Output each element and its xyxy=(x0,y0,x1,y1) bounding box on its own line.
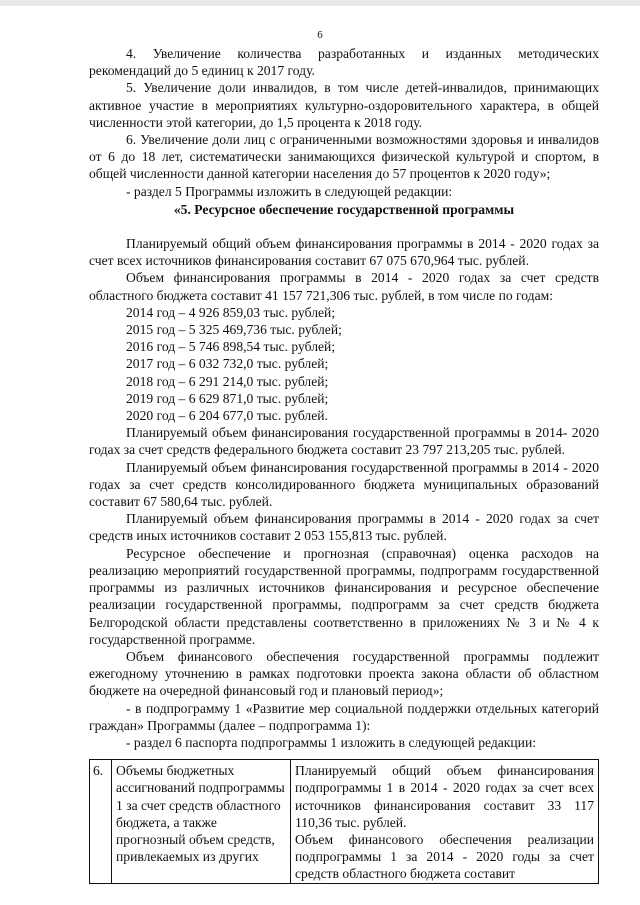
paragraph-subprogram-1: - в подпрограмму 1 «Развитие мер социальной поддержки отдельных категорий граждан» Программы (далее – подпрограмма 1): xyxy=(89,700,599,733)
row-number-cell: 6. xyxy=(90,760,112,883)
passport-table xyxy=(89,759,599,883)
paragraph-annual-update: Объем финансового обеспечения государственной программы подлежит ежегодному уточнению в рамках подготовки проекта закона области об областном бюджете на очередной финансовый год и плановый период»; xyxy=(89,648,599,699)
year-item: 2020 год – 6 204 677,0 тыс. рублей. xyxy=(126,408,328,424)
paragraph-resource-support: Ресурсное обеспечение и прогнозная (справочная) оценка расходов на реализацию мероприятий государственной программы, подпрограмм государственной программы из различных источников финансирования и ресурсное обеспечение реализации государственной программы, подпрограмм за счет средств бюджета Белгородской области представлены соответственно в приложениях № 3 и № 4 к государственной программе. xyxy=(89,545,599,647)
scan-edge xyxy=(0,0,640,6)
row-value-paragraph: Планируемый общий объем финансирования подпрограммы 1 в 2014 - 2020 годах за счет всех источников финансирования составит 33 117 110,36 тыс. рублей. xyxy=(295,763,594,830)
year-item: 2019 год – 6 629 871,0 тыс. рублей; xyxy=(126,390,329,406)
row-value-cell xyxy=(291,760,599,883)
table-row xyxy=(90,760,599,883)
paragraph-section6-intro: - раздел 6 паспорта подпрограммы 1 изложить в следующей редакции: xyxy=(126,734,537,750)
paragraph-municipal: Планируемый объем финансирования государственной программы в 2014 - 2020 годах за счет средств консолидированного бюджета муниципальных образований составит 67 580,64 тыс. рублей. xyxy=(89,459,599,510)
year-list xyxy=(89,304,599,424)
page-number: 6 xyxy=(317,29,323,41)
year-item: 2016 год – 5 746 898,54 тыс. рублей; xyxy=(126,339,336,355)
year-item: 2014 год – 4 926 859,03 тыс. рублей; xyxy=(126,304,336,320)
year-item: 2017 год – 6 032 732,0 тыс. рублей; xyxy=(126,356,329,372)
year-item: 2018 год – 6 291 214,0 тыс. рублей; xyxy=(126,373,329,389)
document-body xyxy=(89,45,599,884)
row-value-paragraph: Объем финансового обеспечения реализации подпрограммы 1 за 2014 - 2020 годы за счет средств областного бюджета составит xyxy=(295,831,594,882)
paragraph-section5-intro: - раздел 5 Программы изложить в следующей редакции: xyxy=(126,183,453,199)
paragraph-funding-regional: Объем финансирования программы в 2014 - 2020 годах за счет средств областного бюджета составит 41 157 721,306 тыс. рублей, в том числе по годам: xyxy=(89,270,599,303)
year-item: 2015 год – 5 325 469,736 тыс. рублей; xyxy=(126,322,342,338)
section-heading: «5. Ресурсное обеспечение государственной программы xyxy=(173,201,515,217)
paragraph-federal: Планируемый объем финансирования государственной программы в 2014- 2020 годах за счет средств федерального бюджета составит 23 797 213,205 тыс. рублей. xyxy=(89,425,599,458)
paragraph-other-sources: Планируемый объем финансирования программы в 2014 - 2020 годах за счет средств иных источников составит 2 053 155,813 тыс. рублей. xyxy=(89,511,599,544)
paragraph-funding-total: Планируемый общий объем финансирования программы в 2014 - 2020 годах за счет всех источников финансирования составит 67 075 670,964 тыс. рублей. xyxy=(89,236,599,269)
paragraph-item-5: 5. Увеличение доли инвалидов, в том числе детей-инвалидов, принимающих активное участие в мероприятиях культурно-оздоровительного характера, в общей численности этой категории, до 1,5 процента к 2018 году. xyxy=(89,80,599,130)
row-label-cell: Объемы бюджетных ассигнований подпрограммы 1 за счет средств областного бюджета, а также прогнозный объем средств, привлекаемых из других xyxy=(112,760,291,883)
paragraph-item-4: 4. Увеличение количества разработанных и изданных методических рекомендаций до 5 единиц к 2017 году. xyxy=(89,46,599,79)
paragraph-item-6: 6. Увеличение доли лиц с ограниченными возможностями здоровья и инвалидов от 6 до 18 лет, систематически занимающихся физической культурой и спортом, в общей численности данной категории населения до 57 процентов к 2020 году»; xyxy=(89,132,599,182)
